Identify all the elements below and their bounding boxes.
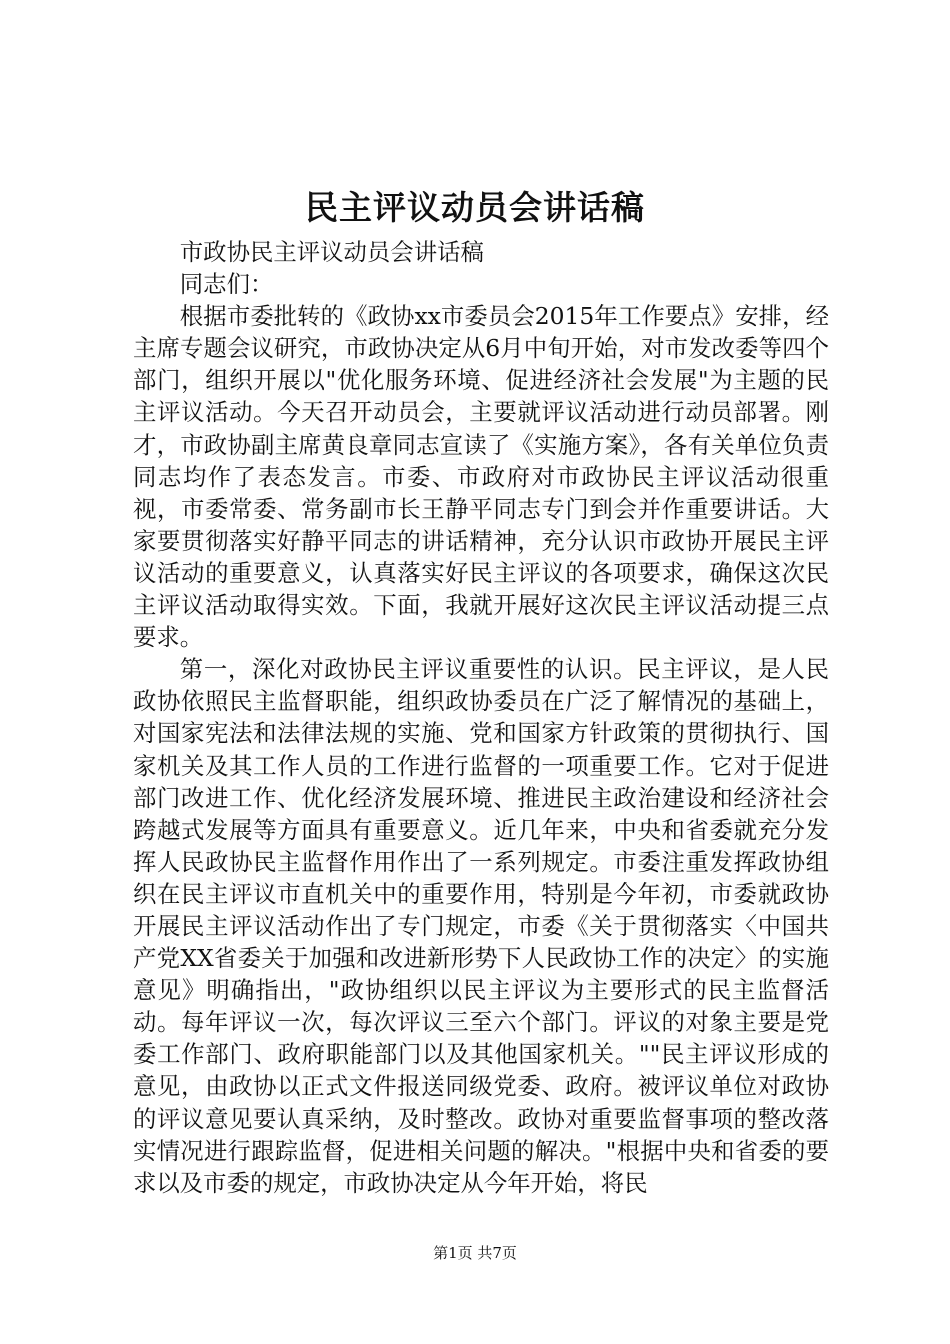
page-indicator: 第1页 共7页 xyxy=(433,1244,517,1262)
document-body xyxy=(133,236,829,1199)
document-title: 民主评议动员会讲话稿 xyxy=(305,188,645,227)
paragraph-subtitle: 市政协民主评议动员会讲话稿 xyxy=(179,238,484,266)
paragraph-salutation: 同志们： xyxy=(179,270,274,299)
paragraph-intro: 根据市委批转的《政协xx市委员会2015年工作要点》安排，经主席专题会议研究，市政协决定从6月中旬开始，对市发改委等四个部门，组织开展以"优化服务环境、促进经济社会发展"为主题的民主评议活动。今天召开动员会，主要就评议活动进行动员部署。刚才，市政协副主席黄良章同志宣读了《实施方案》，各有关单位负责同志均作了表态发言。市委、市政府对市政协民主评议活动很重视，市委常委、常务副市长王静平同志专门到会并作重要讲话。大家要贯彻落实好静平同志的讲话精神，充分认识市政协开展民主评议活动的重要意义，认真落实好民主评议的各项要求，确保这次民主评议活动取得实效。下面，我就开展好这次民主评议活动提三点要求。 xyxy=(133,302,829,652)
page-footer xyxy=(0,1243,950,1263)
paragraph-point-one: 第一，深化对政协民主评议重要性的认识。民主评议，是人民政协依照民主监督职能，组织政协委员在广泛了解情况的基础上，对国家宪法和法律法规的实施、党和国家方针政策的贯彻执行、国家机关及其工作人员的工作进行监督的一项重要工作。它对于促进部门改进工作、优化经济发展环境、推进民主政治建设和经济社会跨越式发展等方面具有重要意义。近几年来，中央和省委就充分发挥人民政协民主监督作用作出了一系列规定。市委注重发挥政协组织在民主评议市直机关中的重要作用，特别是今年初，市委就政协开展民主评议活动作出了专门规定，市委《关于贯彻落实〈中国共产党XX省委关于加强和改进新形势下人民政协工作的决定〉的实施意见》明确指出，"政协组织以民主评议为主要形式的民主监督活动。每年评议一次，每次评议三至六个部门。评议的对象主要是党委工作部门、政府职能部门以及其他国家机关。""民主评议形成的意见，由政协以正式文件报送同级党委、政府。被评议单位对政协的评议意见要认真采纳，及时整改。政协对重要监督事项的整改落实情况进行跟踪监督，促进相关问题的解决。"根据中央和省委的要求以及市委的规定，市政协决定从今年开始，将民 xyxy=(133,655,829,1197)
